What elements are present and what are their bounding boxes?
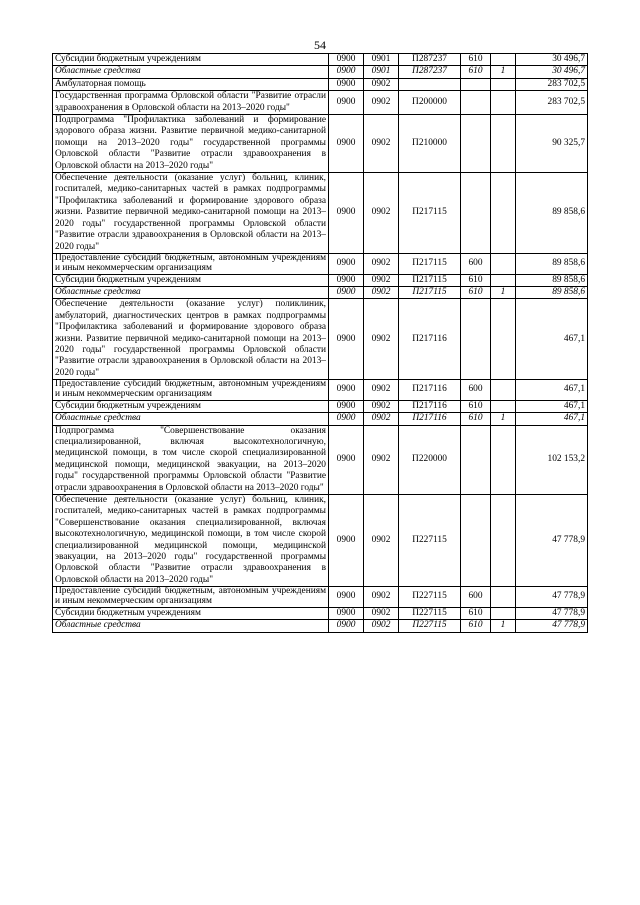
funding-source-cell xyxy=(491,587,516,608)
row-name-cell: Областные средства xyxy=(53,66,329,78)
expense-type-cell xyxy=(461,91,491,115)
funding-source-cell: 1 xyxy=(491,66,516,78)
subsection-code-cell: 0902 xyxy=(364,173,399,254)
subsection-code-cell: 0901 xyxy=(364,54,399,66)
row-name-cell: Предоставление субсидий бюджетным, автономным учреждениям и иным некоммерческим организациям xyxy=(53,253,329,274)
target-article-cell: П217115 xyxy=(399,286,461,298)
expense-type-cell: 610 xyxy=(461,66,491,78)
table-row xyxy=(53,587,588,608)
funding-source-cell xyxy=(491,380,516,401)
section-code-cell: 0900 xyxy=(329,299,364,380)
amount-cell: 47 778,9 xyxy=(516,607,588,619)
target-article-cell: П217116 xyxy=(399,413,461,425)
expense-type-cell xyxy=(461,495,491,587)
row-name-cell: Областные средства xyxy=(53,286,329,298)
expense-type-cell: 610 xyxy=(461,54,491,66)
page-number: 54 xyxy=(314,38,326,52)
amount-cell: 467,1 xyxy=(516,413,588,425)
amount-cell: 467,1 xyxy=(516,380,588,401)
funding-source-cell xyxy=(491,78,516,90)
target-article-cell: П227115 xyxy=(399,587,461,608)
amount-cell: 467,1 xyxy=(516,400,588,412)
expense-type-cell: 610 xyxy=(461,400,491,412)
table-row xyxy=(53,253,588,274)
table-row xyxy=(53,299,588,380)
target-article-cell: П217116 xyxy=(399,299,461,380)
subsection-code-cell: 0901 xyxy=(364,66,399,78)
expense-type-cell: 600 xyxy=(461,587,491,608)
section-code-cell: 0900 xyxy=(329,173,364,254)
target-article-cell: П217115 xyxy=(399,253,461,274)
row-name-cell: Подпрограмма "Профилактика заболеваний и формирование здорового образа жизни. Развитие первичной медико-санитарной помощи на 2013–2020 годы" государственной программы Орловской области "Развитие отрасли здравоохранения в Орловской области на 2013–2020 годы" xyxy=(53,115,329,173)
target-article-cell: П217116 xyxy=(399,380,461,401)
table-row xyxy=(53,173,588,254)
funding-source-cell: 1 xyxy=(491,286,516,298)
table-row xyxy=(53,607,588,619)
table-row xyxy=(53,620,588,632)
amount-cell: 89 858,6 xyxy=(516,173,588,254)
expense-type-cell: 600 xyxy=(461,380,491,401)
table-row xyxy=(53,66,588,78)
section-code-cell: 0900 xyxy=(329,66,364,78)
target-article-cell: П287237 xyxy=(399,66,461,78)
subsection-code-cell: 0902 xyxy=(364,413,399,425)
funding-source-cell xyxy=(491,400,516,412)
amount-cell: 89 858,6 xyxy=(516,274,588,286)
expense-type-cell xyxy=(461,115,491,173)
section-code-cell: 0900 xyxy=(329,54,364,66)
target-article-cell: П217115 xyxy=(399,173,461,254)
subsection-code-cell: 0902 xyxy=(364,299,399,380)
section-code-cell: 0900 xyxy=(329,380,364,401)
subsection-code-cell: 0902 xyxy=(364,78,399,90)
row-name-cell: Субсидии бюджетным учреждениям xyxy=(53,607,329,619)
subsection-code-cell: 0902 xyxy=(364,587,399,608)
amount-cell: 283 702,5 xyxy=(516,78,588,90)
row-name-cell: Субсидии бюджетным учреждениям xyxy=(53,274,329,286)
target-article-cell: П287237 xyxy=(399,54,461,66)
row-name-cell: Обеспечение деятельности (оказание услуг) больниц, клиник, госпиталей, медико-санитарных частей в рамках подпрограммы "Совершенствование оказания специализированной, включая высокотехнологичную, медицинской помощи, в том числе скорой специализированной медицинской помощи, медицинской эвакуации, на 2013–2020 годы" государственной программы Орловской области "Развитие отрасли здравоохранения в Орловской области на 2013–2020 годы" xyxy=(53,495,329,587)
funding-source-cell xyxy=(491,253,516,274)
row-name-cell: Обеспечение деятельности (оказание услуг) больниц, клиник, госпиталей, медико-санитарных частей в рамках подпрограммы "Профилактика заболеваний и формирование здорового образа жизни. Развитие первичной медико-санитарной помощи на 2013–2020 годы" государственной программы Орловской области "Развитие отрасли здравоохранения в Орловской области на 2013–2020 годы" xyxy=(53,173,329,254)
funding-source-cell xyxy=(491,274,516,286)
subsection-code-cell: 0902 xyxy=(364,495,399,587)
row-name-cell: Государственная программа Орловской области "Развитие отрасли здравоохранения в Орловской области на 2013–2020 годы" xyxy=(53,91,329,115)
table-row xyxy=(53,413,588,425)
subsection-code-cell: 0902 xyxy=(364,607,399,619)
section-code-cell: 0900 xyxy=(329,286,364,298)
expense-type-cell xyxy=(461,299,491,380)
row-name-cell: Амбулаторная помощь xyxy=(53,78,329,90)
funding-source-cell xyxy=(491,54,516,66)
section-code-cell: 0900 xyxy=(329,587,364,608)
target-article-cell xyxy=(399,78,461,90)
amount-cell: 47 778,9 xyxy=(516,620,588,632)
funding-source-cell: 1 xyxy=(491,620,516,632)
section-code-cell: 0900 xyxy=(329,400,364,412)
row-name-cell: Предоставление субсидий бюджетным, автономным учреждениям и иным некоммерческим организациям xyxy=(53,587,329,608)
funding-source-cell xyxy=(491,115,516,173)
amount-cell: 89 858,6 xyxy=(516,253,588,274)
funding-source-cell xyxy=(491,173,516,254)
funding-source-cell xyxy=(491,299,516,380)
funding-source-cell xyxy=(491,495,516,587)
row-name-cell: Субсидии бюджетным учреждениям xyxy=(53,54,329,66)
target-article-cell: П210000 xyxy=(399,115,461,173)
amount-cell: 90 325,7 xyxy=(516,115,588,173)
table-row xyxy=(53,380,588,401)
subsection-code-cell: 0902 xyxy=(364,253,399,274)
subsection-code-cell: 0902 xyxy=(364,425,399,494)
section-code-cell: 0900 xyxy=(329,425,364,494)
row-name-cell: Областные средства xyxy=(53,620,329,632)
budget-table xyxy=(52,53,588,633)
row-name-cell: Обеспечение деятельности (оказание услуг) поликлиник, амбулаторий, диагностических центров в рамках подпрограммы "Профилактика заболеваний и формирование здорового образа жизни. Развитие первичной медико-санитарной помощи на 2013–2020 годы" государственной программы Орловской области "Развитие отрасли здравоохранения в Орловской области на 2013–2020 годы" xyxy=(53,299,329,380)
amount-cell: 467,1 xyxy=(516,299,588,380)
expense-type-cell xyxy=(461,78,491,90)
table-row xyxy=(53,78,588,90)
section-code-cell: 0900 xyxy=(329,115,364,173)
table-row xyxy=(53,400,588,412)
amount-cell: 47 778,9 xyxy=(516,587,588,608)
row-name-cell: Субсидии бюджетным учреждениям xyxy=(53,400,329,412)
expense-type-cell xyxy=(461,173,491,254)
section-code-cell: 0900 xyxy=(329,495,364,587)
row-name-cell: Предоставление субсидий бюджетным, автономным учреждениям и иным некоммерческим организациям xyxy=(53,380,329,401)
table-row xyxy=(53,425,588,494)
subsection-code-cell: 0902 xyxy=(364,400,399,412)
amount-cell: 47 778,9 xyxy=(516,495,588,587)
expense-type-cell: 610 xyxy=(461,286,491,298)
table-row xyxy=(53,286,588,298)
subsection-code-cell: 0902 xyxy=(364,620,399,632)
table-row xyxy=(53,54,588,66)
section-code-cell: 0900 xyxy=(329,620,364,632)
target-article-cell: П227115 xyxy=(399,607,461,619)
section-code-cell: 0900 xyxy=(329,91,364,115)
target-article-cell: П200000 xyxy=(399,91,461,115)
table-row xyxy=(53,91,588,115)
amount-cell: 30 496,7 xyxy=(516,66,588,78)
target-article-cell: П217116 xyxy=(399,400,461,412)
target-article-cell: П220000 xyxy=(399,425,461,494)
expense-type-cell: 610 xyxy=(461,607,491,619)
section-code-cell: 0900 xyxy=(329,274,364,286)
subsection-code-cell: 0902 xyxy=(364,380,399,401)
amount-cell: 89 858,6 xyxy=(516,286,588,298)
target-article-cell: П227115 xyxy=(399,620,461,632)
section-code-cell: 0900 xyxy=(329,253,364,274)
expense-type-cell: 610 xyxy=(461,274,491,286)
budget-table-body xyxy=(53,54,588,633)
expense-type-cell: 610 xyxy=(461,413,491,425)
subsection-code-cell: 0902 xyxy=(364,115,399,173)
funding-source-cell xyxy=(491,91,516,115)
funding-source-cell xyxy=(491,425,516,494)
expense-type-cell: 600 xyxy=(461,253,491,274)
row-name-cell: Подпрограмма "Совершенствование оказания специализированной, включая высокотехнологичную, медицинской помощи, в том числе скорой специализированной медицинской помощи, медицинской эвакуации, на 2013–2020 годы" государственной программы Орловской области "Развитие отрасли здравоохранения в Орловской области на 2013–2020 годы" xyxy=(53,425,329,494)
table-row xyxy=(53,495,588,587)
amount-cell: 283 702,5 xyxy=(516,91,588,115)
subsection-code-cell: 0902 xyxy=(364,286,399,298)
subsection-code-cell: 0902 xyxy=(364,91,399,115)
section-code-cell: 0900 xyxy=(329,78,364,90)
funding-source-cell xyxy=(491,607,516,619)
table-row xyxy=(53,274,588,286)
expense-type-cell xyxy=(461,425,491,494)
amount-cell: 102 153,2 xyxy=(516,425,588,494)
expense-type-cell: 610 xyxy=(461,620,491,632)
subsection-code-cell: 0902 xyxy=(364,274,399,286)
table-row xyxy=(53,115,588,173)
amount-cell: 30 496,7 xyxy=(516,54,588,66)
target-article-cell: П217115 xyxy=(399,274,461,286)
row-name-cell: Областные средства xyxy=(53,413,329,425)
funding-source-cell: 1 xyxy=(491,413,516,425)
section-code-cell: 0900 xyxy=(329,607,364,619)
section-code-cell: 0900 xyxy=(329,413,364,425)
target-article-cell: П227115 xyxy=(399,495,461,587)
